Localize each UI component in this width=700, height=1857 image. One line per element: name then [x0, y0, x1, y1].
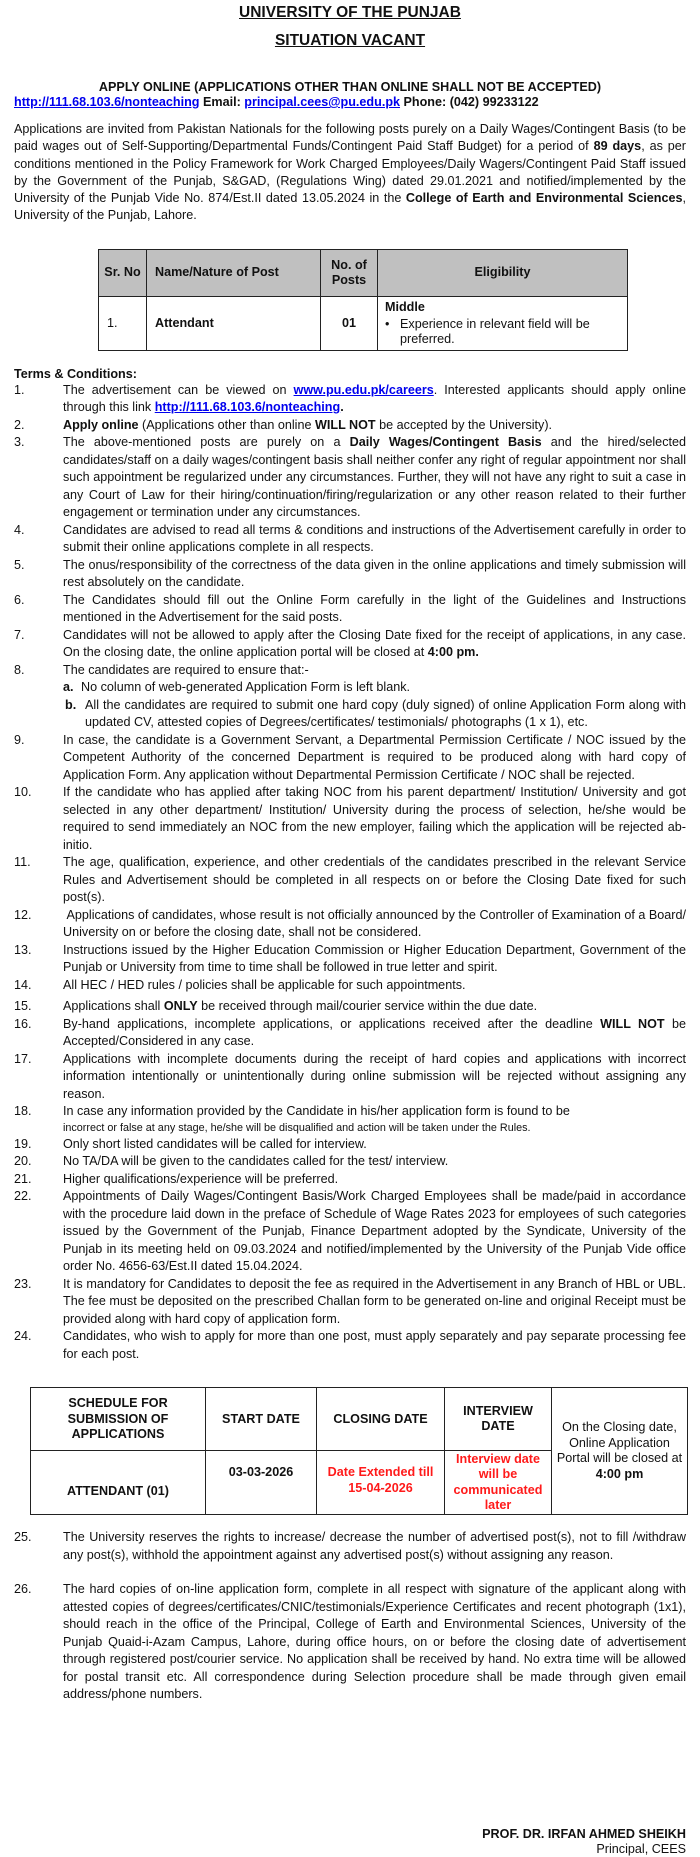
schedule-table — [30, 1387, 688, 1515]
intro-text: Applications are invited from Pakistan Nationals for the following posts purely on a Daily Wages/Contingent Basis (to be paid wages out of Self-Supporting/Departmental Funds/Contingent Paid Staff Budget) for a period of — [14, 122, 686, 154]
term-item — [14, 1153, 686, 1171]
text: be Accepted/Considered in any case. — [63, 1016, 686, 1049]
terms-list-continued — [14, 1529, 686, 1704]
term-number: 20. — [14, 1154, 32, 1169]
term-number: 26. — [14, 1582, 32, 1597]
sub-text: All the candidates are required to submit one hard copy (duly signed) of online Application Form along with updated CV, attested copies of Degrees/certificates/ testimonials/ photographs (1 x 1), etc. — [85, 697, 686, 730]
intro-text: , as per conditions mentioned in the Policy Framework for Work Charged Employees/Daily Wagers/Contingent Paid Staff issued by the Government of the Punjab, S&GAD, (Regulations Wing) dated 29.01.2021 and notified/implemented by the University of the Punjab Vide No. 874/Est.II dated 13.05.2024 in the — [14, 139, 687, 206]
term-text: Applications with incomplete documents during the receipt of hard copies and applications with incorrect information intentionally or unintentionally during online submission will be rejected without assigning any reason. — [63, 1051, 686, 1101]
text: 4:00 pm. — [427, 645, 479, 660]
text: and the hired/selected candidates/staff on a daily wages/contingent basis shall neither confer any right of regular appointment nor shall such appointment be regularized under any circumstances. Further, they will not have any right to suit a case in any Court of Law for their hiring/continuation/firing/regularization or any other reason related to their further engagement or termination under any circumstances. — [63, 435, 686, 520]
posts-count: 01 — [341, 315, 356, 330]
intro-text: , University of the Punjab, Lahore. — [14, 191, 686, 223]
term-item — [14, 662, 686, 732]
text: Apply online — [63, 417, 139, 432]
term-text: Appointments of Daily Wages/Contingent Basis/Work Charged Employees shall be made/paid in accordance with the procedure laid down in the preface of Schedule of Wage Rates 2023 for employees of such categories issued by the Government of the Punjab, Finance Department adopted by the Syndicate, University of the Punjab in its meeting held on 09.03.2024 and notified/implemented by the University of the Punjab Vide office order No. 4656-63/Est.II dated 15.04.2024. — [63, 1189, 686, 1274]
sub-letter: b. — [65, 697, 77, 712]
text: By-hand applications, incomplete applications, or applications received after the deadline — [63, 1016, 601, 1031]
term-item — [14, 1136, 686, 1154]
term-item — [14, 854, 686, 907]
term-number: 5. — [14, 557, 25, 572]
term-text: Applications of candidates, whose result is not officially announced by the Controller of Examination of a Board/ University on or before the closing date, shall not be considered. — [63, 907, 690, 940]
term-text: The Candidates should fill out the Online Form carefully in the light of the Guidelines and Instructions mentioned in the Advertisement for the said posts. — [63, 592, 686, 625]
term-item — [14, 784, 686, 854]
bullet-text: Experience in relevant field will be preferred. — [400, 316, 590, 346]
interview-date-note: Interview date will be communicated later — [453, 1451, 543, 1513]
term-number: 10. — [14, 785, 32, 800]
term-item — [14, 1051, 686, 1104]
term-text: The age, qualification, experience, and other credentials of the candidates prescribed in the relevant Service Rules and Advertisement should be completed in all respects on or before the Closing Date fixed for such post(s). — [63, 855, 686, 905]
term-item — [14, 1328, 686, 1363]
term-item — [14, 1171, 686, 1189]
term-number: 16. — [14, 1016, 32, 1031]
term-item — [14, 417, 686, 435]
sub-item-b — [63, 697, 686, 732]
header-sr-no: Sr. No — [99, 249, 147, 296]
signature-block — [482, 1827, 686, 1857]
cell-post — [31, 1451, 206, 1515]
intro-paragraph — [14, 121, 686, 225]
portal-time: 4:00 pm — [595, 1466, 644, 1481]
phone-number: (042) 99233122 — [449, 95, 539, 109]
sub-letter: a. — [63, 680, 74, 695]
text: . — [340, 400, 344, 415]
term-item — [14, 732, 686, 785]
term-number: 13. — [14, 942, 32, 957]
term-text: If the candidate who has applied after taking NOC from his parent department/ Institution/ University and got selected in any other department/ Institution/ University during the process of selection, he/she would be required to send immediately an NOC from the new employer, failing which the application will be rejected ab-initio. — [63, 785, 686, 852]
cell-post-name — [147, 296, 321, 350]
terms-heading: Terms & Conditions: — [14, 366, 137, 381]
term-number: 24. — [14, 1329, 32, 1344]
term-item — [14, 592, 686, 627]
term-item — [14, 998, 686, 1016]
text: be received through mail/courier service within the due date. — [197, 999, 538, 1014]
signatory-role: Principal, CEES — [596, 1842, 686, 1856]
term-number: 2. — [14, 417, 25, 432]
college-name: College of Earth and Environmental Sciences — [405, 191, 683, 206]
text: Applications shall — [63, 999, 164, 1014]
term-number: 18. — [14, 1104, 32, 1119]
extended-closing-date: 15-04-2026 — [348, 1480, 413, 1495]
term-text: It is mandatory for Candidates to deposit the fee as required in the Advertisement in any Branch of HBL or UBL. The fee must be deposited on the prescribed Challan form to be generated on-line and original Receipt must be provided along with hard copy of application form. — [63, 1276, 686, 1326]
term-number: 1. — [14, 382, 25, 397]
term-text: The onus/responsibility of the correctness of the data given in the online applications and timely submission will rest absolutely on the candidate. — [63, 557, 686, 590]
term-number: 6. — [14, 592, 25, 607]
contact-line — [14, 95, 686, 110]
text: WILL NOT — [315, 417, 376, 432]
term-text: Candidates are advised to read all terms & conditions and instructions of the Advertisement carefully in order to submit their online applications complete in all respects. — [63, 522, 686, 555]
term-number: 19. — [14, 1136, 32, 1151]
portal-closing-note — [552, 1388, 688, 1515]
text: Daily Wages/Contingent Basis — [349, 435, 542, 450]
term-text — [63, 662, 686, 732]
posts-table-header — [99, 249, 628, 296]
term-text: No TA/DA will be given to the candidates called for the test/ interview. — [63, 1154, 449, 1169]
term-text: The hard copies of on-line application form, complete in all respect with signature of the applicant along with attested copies of degrees/certificates/CNIC/testimonials/Experience Certificates and recent photograph (1x1), should reach in the office of the Principal, College of Earth and Environmental Sciences, University of the Punjab Quaid-i-Azam Campus, Lahore, during office hours, on or before the closing date of advertisement through registered post/courier service. No application shall be received by hand. No extra time will be allowed for postal transit etc. All correspondence during Selection procedure shall be made through given email address/phone numbers. — [63, 1582, 686, 1702]
term-text — [63, 998, 686, 1016]
term-item — [14, 627, 686, 662]
term-item — [14, 522, 686, 557]
header-no-of-posts: No. of Posts — [321, 249, 378, 296]
term-number: 4. — [14, 522, 25, 537]
header-interview-date: INTERVIEW DATE — [445, 1388, 552, 1451]
portal-note-text: On the Closing date, Online Application Portal will be closed at — [556, 1420, 683, 1466]
posts-table — [98, 249, 628, 351]
date-extended-label: Date Extended till — [327, 1465, 434, 1480]
signatory-name: PROF. DR. IRFAN AHMED SHEIKH — [482, 1827, 686, 1841]
text: be accepted by the University). — [375, 417, 553, 432]
text: In case any information provided by the Candidate in his/her application form is found to be — [63, 1104, 570, 1119]
start-date: 03-03-2026 — [228, 1465, 294, 1480]
term-text: Only short listed candidates will be called for interview. — [63, 1136, 367, 1151]
term-number: 11. — [14, 855, 31, 870]
schedule-post: ATTENDANT (01) — [67, 1484, 169, 1499]
term-text: The University reserves the rights to increase/ decrease the number of advertised post(s), not to fill /withdraw any post(s), withhold the appointment against any advertised post(s) without assigning any reason. — [63, 1530, 686, 1562]
term-text — [63, 434, 686, 522]
phone-label: Phone: — [403, 95, 447, 109]
term-number: 22. — [14, 1189, 32, 1204]
term-item — [14, 1188, 686, 1276]
cell-interview-date — [445, 1451, 552, 1515]
text: The advertisement can be viewed on — [63, 382, 294, 397]
term-item — [14, 1103, 686, 1136]
bullet-icon: • — [385, 316, 390, 331]
sub-text: No column of web-generated Application Form is left blank. — [81, 680, 411, 695]
header-closing-date: CLOSING DATE — [317, 1388, 445, 1451]
cell-eligibility — [378, 296, 628, 350]
cell-posts-count — [321, 296, 378, 350]
term-number: 3. — [14, 435, 25, 450]
term-text: In case, the candidate is a Government Servant, a Departmental Permission Certificate / NOC issued by the Competent Authority of the concerned Department is required to be produced along with hard copy of Application Form. Any application without Departmental Permission Certificate / NOC shall be rejected. — [63, 732, 686, 782]
term-item — [14, 1276, 686, 1329]
header-start-date: START DATE — [206, 1388, 317, 1451]
apply-online-notice: APPLY ONLINE (APPLICATIONS OTHER THAN ONLINE SHALL NOT BE ACCEPTED) — [98, 80, 602, 94]
term-item — [14, 977, 686, 995]
qualification: Middle — [385, 299, 425, 314]
term-number: 25. — [14, 1530, 32, 1545]
cell-sr: 1. — [99, 296, 147, 350]
term-number: 23. — [14, 1276, 32, 1291]
term-text: Higher qualifications/experience will be preferred. — [63, 1171, 339, 1186]
term-item — [14, 557, 686, 592]
careers-link[interactable]: www.pu.edu.pk/careers — [293, 382, 434, 397]
term-item — [14, 1529, 686, 1564]
cell-closing-date — [317, 1451, 445, 1515]
term-text — [63, 627, 686, 662]
term-text: Candidates, who wish to apply for more than one post, must apply separately and pay separate processing fee for each post. — [63, 1329, 686, 1361]
term-text — [63, 1103, 686, 1136]
cell-start-date — [206, 1451, 317, 1515]
term-text — [63, 382, 686, 417]
text: ONLY — [163, 999, 198, 1014]
term-number: 8. — [14, 662, 25, 677]
term-number: 21. — [14, 1171, 32, 1186]
text: The above-mentioned posts are purely on a — [63, 435, 350, 450]
term-item — [14, 1581, 686, 1704]
text: (Applications other than online — [138, 417, 315, 432]
term-number: 15. — [14, 999, 32, 1014]
text: Candidates will not be allowed to apply after the Closing Date fixed for the receipt of applications, in any case. On the closing date, the online application portal will be closed at — [63, 627, 686, 660]
term-item — [14, 907, 690, 942]
term-text — [63, 417, 686, 435]
text: . Interested applicants should apply online through this link — [63, 382, 686, 415]
term-item — [14, 382, 686, 417]
apply-link[interactable]: http://111.68.103.6/nonteaching — [14, 95, 200, 109]
email-link[interactable]: principal.cees@pu.edu.pk — [244, 95, 401, 109]
nonteaching-link[interactable]: http://111.68.103.6/nonteaching — [154, 400, 341, 415]
term-item — [14, 942, 686, 977]
schedule-header-row — [31, 1388, 688, 1451]
eligibility-bullet — [385, 317, 621, 347]
header-eligibility: Eligibility — [378, 249, 628, 296]
term-number: 17. — [14, 1051, 32, 1066]
post-name: Attendant — [155, 315, 214, 330]
term-number: 14. — [14, 977, 32, 992]
term-number: 9. — [14, 732, 25, 747]
term-item — [14, 1016, 686, 1051]
term-item — [14, 434, 686, 522]
term-number: 12. — [14, 907, 32, 922]
term-number: 7. — [14, 627, 25, 642]
situation-vacant-title: SITUATION VACANT — [274, 32, 426, 49]
sub-item-a — [63, 679, 686, 697]
table-row — [99, 296, 628, 350]
header-schedule: SCHEDULE FOR SUBMISSION OF APPLICATIONS — [31, 1388, 206, 1451]
university-title: UNIVERSITY OF THE PUNJAB — [239, 4, 461, 21]
text: WILL NOT — [600, 1016, 665, 1031]
email-label: Email: — [202, 95, 241, 109]
period-bold: 89 days — [593, 139, 642, 154]
text: The candidates are required to ensure that:- — [63, 662, 309, 677]
term-text: All HEC / HED rules / policies shall be applicable for such appointments. — [63, 977, 466, 992]
text: incorrect or false at any stage, he/she will be disqualified and action will be taken under the Rules. — [63, 1121, 531, 1134]
terms-list — [14, 382, 690, 1364]
term-text: Instructions issued by the Higher Education Commission or Higher Education Department, Government of the Punjab or University from time to time shall be followed in true letter and spirit. — [63, 942, 686, 975]
header-post-name: Name/Nature of Post — [147, 249, 321, 296]
term-text — [63, 1016, 686, 1051]
